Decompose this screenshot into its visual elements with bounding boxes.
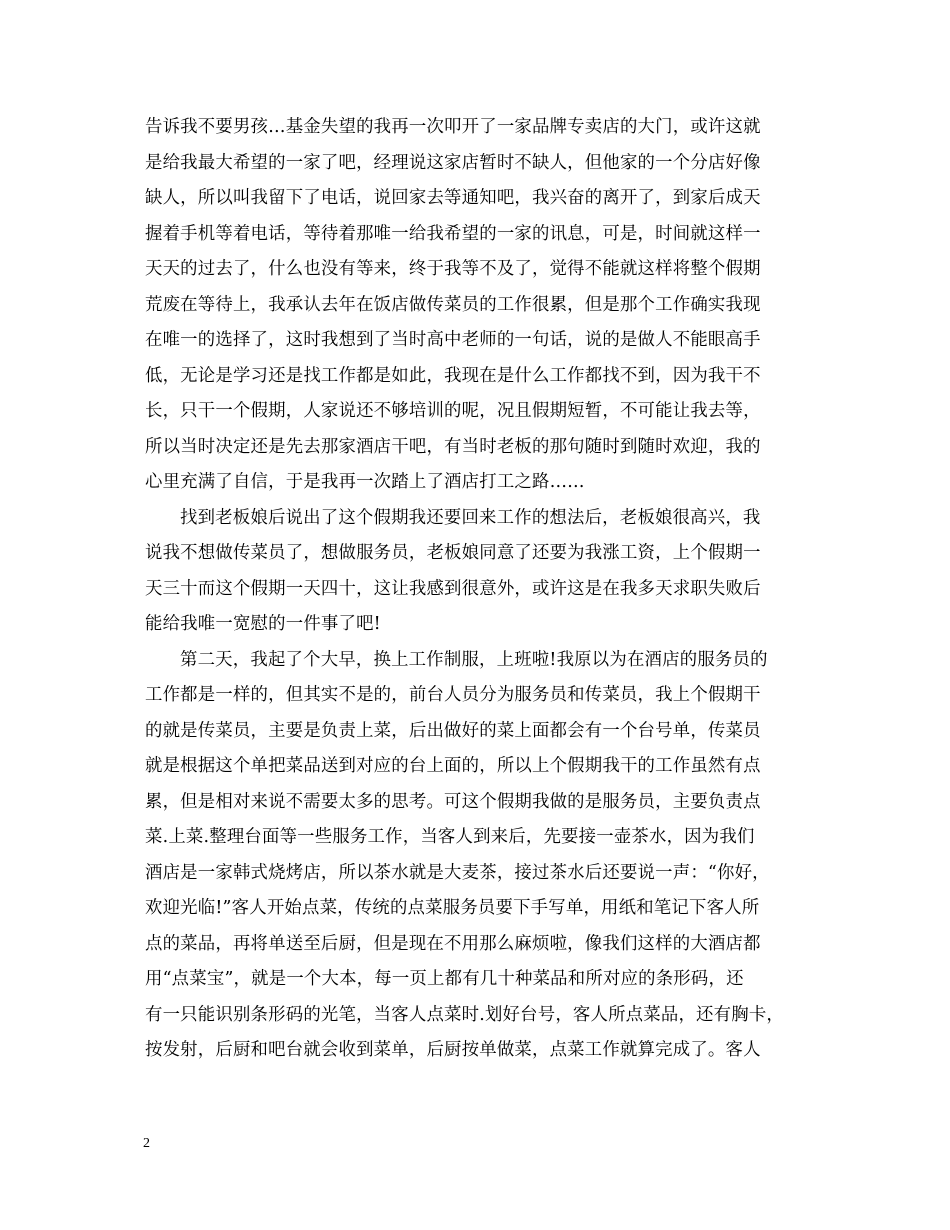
text-line: 长，只干一个假期，人家说还不够培训的呢，况且假期短暂，不可能让我去等， [145,401,761,421]
text-line: 点的菜品，再将单送至后厨，但是现在不用那么麻烦啦，像我们这样的大酒店都 [145,933,761,954]
text-line: 天三十而这个假期一天四十，这让我感到很意外，或许这是在我多天求职失败后 [145,578,761,599]
text-line: 累，但是相对来说不需要太多的思考。可这个假期我做的是服务员，主要负责点 [145,791,761,812]
paragraph-3 [145,643,813,1069]
text-line: 按发射，后厨和吧台就会收到菜单，后厨按单做菜，点菜工作就算完成了。客人 [145,1040,761,1060]
text-line: 说我不想做传菜员了，想做服务员，老板娘同意了还要为我涨工资，上个假期一 [145,543,761,563]
text-line: 欢迎光临!”客人开始点菜，传统的点菜服务员要下手写单，用纸和笔记下客人所 [145,898,760,918]
text-line: 缺人，所以叫我留下了电话，说回家去等通知吧，我兴奋的离开了，到家后成天 [145,188,761,208]
text-line: 能给我唯一宽慰的一件事了吧! [145,614,381,634]
text-line: 找到老板娘后说出了这个假期我还要回来工作的想法后，老板娘很高兴，我 [180,507,761,528]
text-line: 所以当时决定还是先去那家酒店干吧，有当时老板的那句随时到随时欢迎，我的 [145,436,761,457]
text-line: 的就是传菜员，主要是负责上菜，后出做好的菜上面都会有一个台号单，传菜员 [145,720,761,741]
text-line: 告诉我不要男孩…基金失望的我再一次叩开了一家品牌专卖店的大门，或许这就 [145,117,761,137]
text-line: 用“点菜宝”，就是一个大本，每一页上都有几十种菜品和所对应的条形码，还 [145,969,744,989]
text-line: 酒店是一家韩式烧烤店，所以茶水就是大麦茶，接过茶水后还要说一声：“你好， [145,862,770,883]
paragraph-1 [145,110,813,501]
text-line: 是给我最大希望的一家了吧，经理说这家店暂时不缺人，但他家的一个分店好像 [145,152,761,173]
page-number: 2 [143,1136,150,1151]
text-line: 心里充满了自信，于是我再一次踏上了酒店打工之路…… [145,472,585,492]
text-line: 工作都是一样的，但其实不是的，前台人员分为服务员和传菜员，我上个假期干 [145,685,761,705]
paragraph-2 [145,501,813,643]
text-line: 握着手机等着电话，等待着那唯一给我希望的一家的讯息，可是，时间就这样一 [145,223,761,244]
text-line: 第二天，我起了个大早，换上工作制服，上班啦!我原以为在酒店的服务员的 [180,649,768,670]
text-line: 就是根据这个单把菜品送到对应的台上面的，所以上个假期我干的工作虽然有点 [145,756,761,776]
text-line: 低，无论是学习还是找工作都是如此，我现在是什么工作都找不到，因为我干不 [145,365,761,386]
body-text [145,110,813,1069]
text-line: 菜.上菜.整理台面等一些服务工作，当客人到来后，先要接一壶茶水，因为我们 [145,827,755,847]
text-line: 在唯一的选择了，这时我想到了当时高中老师的一句话，说的是做人不能眼高手 [145,330,761,350]
text-line: 有一只能识别条形码的光笔，当客人点菜时.划好台号，客人所点菜品，还有胸卡， [145,1004,784,1025]
text-line: 荒废在等待上，我承认去年在饭店做传菜员的工作很累，但是那个工作确实我现 [145,294,761,315]
text-line: 天天的过去了，什么也没有等来，终于我等不及了，觉得不能就这样将整个假期 [145,259,761,279]
